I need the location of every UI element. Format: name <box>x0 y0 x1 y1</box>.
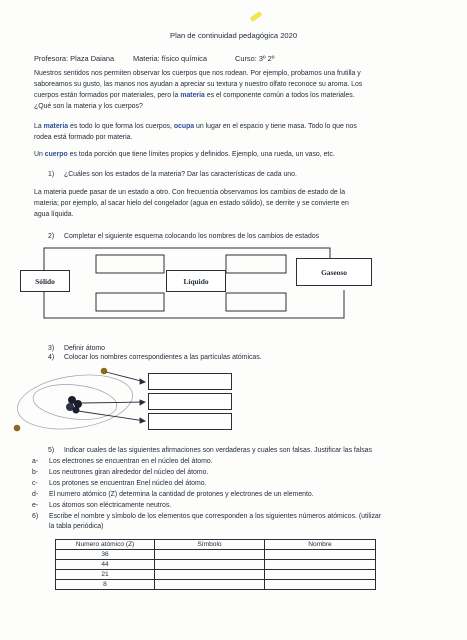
particle-answer-box-3[interactable] <box>148 413 232 430</box>
z-cell: 21 <box>56 570 155 580</box>
question-6-line-2: la tabla periódica) <box>49 523 104 530</box>
question-2: 2) Completar el siguiente esquema colocando los nombres de los cambios de estados <box>48 233 320 240</box>
z-cell: 44 <box>56 560 155 570</box>
state-box-liquido: Líquido <box>166 270 226 292</box>
electron-icon-bottom <box>14 425 21 432</box>
subject-label: Materia: físico química <box>133 54 207 63</box>
intro-line-2: saboreamos su gusto, las manos nos ayudan a apreciar su textura y nuestro olfato reconoce su aroma. Los <box>34 81 363 88</box>
statement-d: d- El numero atómico (Z) determina la cantidad de protones y electrones de un elemento. <box>32 491 314 498</box>
question-6: 6) Escribe el nombre y símbolo de los elementos que corresponden a los siguientes números atómicos. (utilizar <box>32 513 382 520</box>
z-cell: 36 <box>56 550 155 560</box>
intro-line-3: cuerpos están formados por materiales, pero la materia es el componente común a todos los materiales. <box>34 92 355 99</box>
z-cell: 8 <box>56 580 155 590</box>
question-5: 5) Indicar cuales de las siguientes afirmaciones son verdaderas y cuales son falsas. Justificar las falsas <box>48 447 372 454</box>
course-label: Curso: 3º 2º <box>235 54 275 63</box>
symbol-cell[interactable] <box>155 560 265 570</box>
particle-answer-box-2[interactable] <box>148 393 232 410</box>
intro-line-1: Nuestros sentidos nos permiten observar los cuerpos que nos rodean. Por ejemplo, probamos una frutilla y <box>34 70 361 77</box>
statement-e: e- Los átomos son eléctricamente neutros. <box>32 502 172 509</box>
table-row <box>56 570 376 580</box>
symbol-cell[interactable] <box>155 580 265 590</box>
state-box-solido: Sólido <box>20 270 70 292</box>
statement-c: c- Los protones se encuentran Enel núcleo del átomo. <box>32 480 207 487</box>
teacher-label: Profesora: Plaza Daiana <box>34 54 115 63</box>
table-row <box>56 580 376 590</box>
name-cell[interactable] <box>265 570 376 580</box>
question-3: 3) Definir átomo <box>48 345 105 352</box>
col-header-symbol: Símbolo <box>155 540 265 550</box>
materia-definition-line-1: La materia es todo lo que forma los cuerpos, ocupa un lugar en el espacio y tiene masa. Todo lo que nos <box>34 123 357 130</box>
table-row <box>56 560 376 570</box>
col-header-z: Numero atómico (Z) <box>56 540 155 550</box>
particle-answer-box-1[interactable] <box>148 373 232 390</box>
page-title: Plan de continuidad pedagógica 2020 <box>170 31 298 40</box>
symbol-cell[interactable] <box>155 570 265 580</box>
cambios-line-1: La materia puede pasar de un estado a otro. Con frecuencia observamos los cambios de estado de la <box>34 189 346 196</box>
statement-b: b- Los neutrones giran alrededor del núcleo del átomo. <box>32 469 209 476</box>
state-box-gaseoso: Gaseoso <box>296 258 372 286</box>
electron-icon-top <box>101 368 108 375</box>
statement-a: a- Los electrones se encuentran en el núcleo del átomo. <box>32 458 213 465</box>
pointer-lines <box>78 372 145 423</box>
table-header-row <box>56 540 376 550</box>
intro-question: ¿Qué son la materia y los cuerpos? <box>34 103 143 110</box>
name-cell[interactable] <box>265 560 376 570</box>
symbol-cell[interactable] <box>155 550 265 560</box>
name-cell[interactable] <box>265 550 376 560</box>
cambios-line-2: materia; por ejemplo, al sacar hielo del congelador (agua en estado sólido), se derrite y se convierte en <box>34 200 349 207</box>
cuerpo-definition: Un cuerpo es toda porción que tiene límites propios y definidos. Ejemplo, una rueda, un vaso, etc. <box>34 151 335 158</box>
table-row <box>56 550 376 560</box>
cambios-line-3: agua líquida. <box>34 211 74 218</box>
question-4: 4) Colocar los nombres correspondientes a las partículas atómicas. <box>48 354 262 361</box>
name-cell[interactable] <box>265 580 376 590</box>
question-1: 1) ¿Cuáles son los estados de la materia? Dar las características de cada uno. <box>48 171 297 178</box>
col-header-name: Nombre <box>265 540 376 550</box>
elements-table <box>55 539 376 590</box>
materia-definition-line-2: rodea está formado por materia. <box>34 134 133 141</box>
